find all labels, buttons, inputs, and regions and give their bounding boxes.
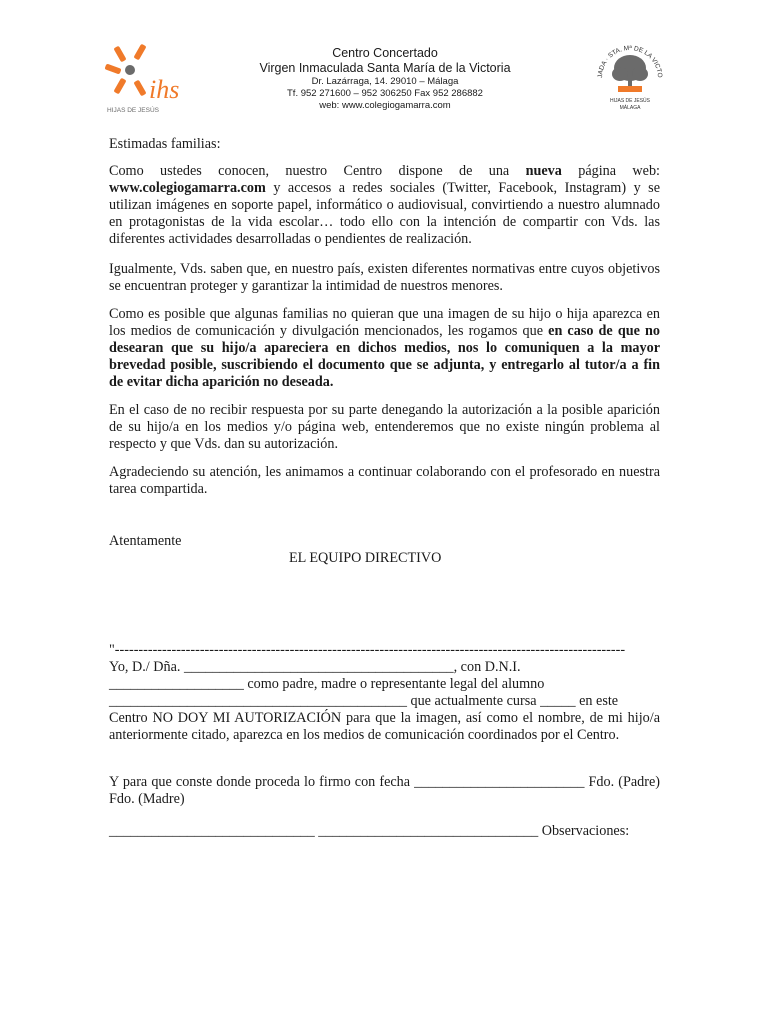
form-observations-line: _____________________________ _______________________________ Observaciones:: [109, 823, 630, 839]
svg-text:MÁLAGA: MÁLAGA: [619, 105, 641, 111]
form-course-line: __________________________________________ que actualmente cursa _____ en este: [109, 693, 619, 709]
form-name-line: Yo, D./ Dña. ______________________________________, con D.N.I.: [109, 659, 521, 675]
school-seal-right: [592, 38, 668, 114]
header-line-address: Dr. Lazárraga, 14. 29010 – Málaga: [311, 76, 459, 87]
form-authorization-text: Centro NO DOY MI AUTORIZACIÓN para que la imagen, así como el nombre, de mi hijo/a anteriormente citado, aparezca en los medios de comunicación coordinados por el Centro.: [109, 710, 660, 743]
header-line-phone: Tf. 952 271600 – 952 306250 Fax 952 286882: [287, 88, 483, 99]
letter-paragraph-1: Como ustedes conocen, nuestro Centro dispone de una nueva página web: www.colegiogamarra.com y accesos a redes sociales (Twitter, Facebook, Instagram) y se utilizan imágenes en soporte papel, informático o audiovisual, convirtiendo a nuestro alumnado en protagonistas de la vida escolar… todo ello con la intención de compartir con Vds. las diferentes actividades desarrolladas o pendientes de realización.: [109, 163, 660, 247]
header-line-school-name: Virgen Inmaculada Santa María de la Victoria: [259, 61, 511, 75]
website-url: www.colegiogamarra.com: [109, 180, 266, 196]
svg-text:HIJAS DE JESÚS: HIJAS DE JESÚS: [107, 107, 160, 114]
svg-text:ihs: ihs: [149, 75, 180, 104]
letter-greeting: Estimadas familias:: [109, 136, 221, 152]
svg-text:JADA · STA. Mª DE LA VICTORIA: JADA · STA. Mª DE LA VICTO: [596, 44, 664, 79]
letter-paragraph-3: Como es posible que algunas familias no quieran que una imagen de su hijo o hija aparezca en los medios de comunicación y divulgación mencionados, les rogamos que en caso de que no desearan que su hijo/a apareciera en dichos medios, nos lo comuniquen a la mayor brevedad posible, suscribiendo el documento que se adjunta, y entregarlo al tutor/a a fin de evitar dicha aparición no deseada.: [109, 306, 660, 390]
form-signature-text: Y para que conste donde proceda lo firmo con fecha ________________________ Fdo. (Padre) Fdo. (Madre): [109, 774, 660, 807]
letter-paragraph-2: Igualmente, Vds. saben que, en nuestro país, existen diferentes normativas entre cuyos objetivos se encuentran proteger y garantizar la intimidad de nuestros menores.: [109, 261, 660, 294]
cut-line: "------------------------------------------------------------------------------------------------------------: [109, 642, 626, 658]
svg-text:HIJAS DE JESÚS: HIJAS DE JESÚS: [609, 98, 651, 104]
letter-signature: EL EQUIPO DIRECTIVO: [289, 550, 442, 566]
letter-paragraph-3-emphasis: en caso de que no desearan que su hijo/a apareciera en dichos medios, nos lo comuniquen a la mayor brevedad posible, suscribiendo el documento que se adjunta, y entregarlo al tutor/a a fin de evitar dicha aparición no deseada.: [109, 323, 660, 390]
form-guardian-line: ___________________ como padre, madre o representante legal del alumno: [109, 676, 545, 692]
letter-paragraph-4: En el caso de no recibir respuesta por su parte denegando la autorización a la posible aparición de su hijo/a en los medios y/o página web, entenderemos que no existe ningún problema al respecto y que Vds. dan su autorización.: [109, 402, 660, 452]
letter-closing: Atentamente: [109, 533, 182, 549]
header-line-web: web: www.colegiogamarra.com: [319, 100, 451, 111]
letter-paragraph-5: Agradeciendo su atención, les animamos a continuar colaborando con el profesorado en nuestra tarea compartida.: [109, 464, 660, 497]
header-line-centro: Centro Concertado: [332, 46, 438, 60]
